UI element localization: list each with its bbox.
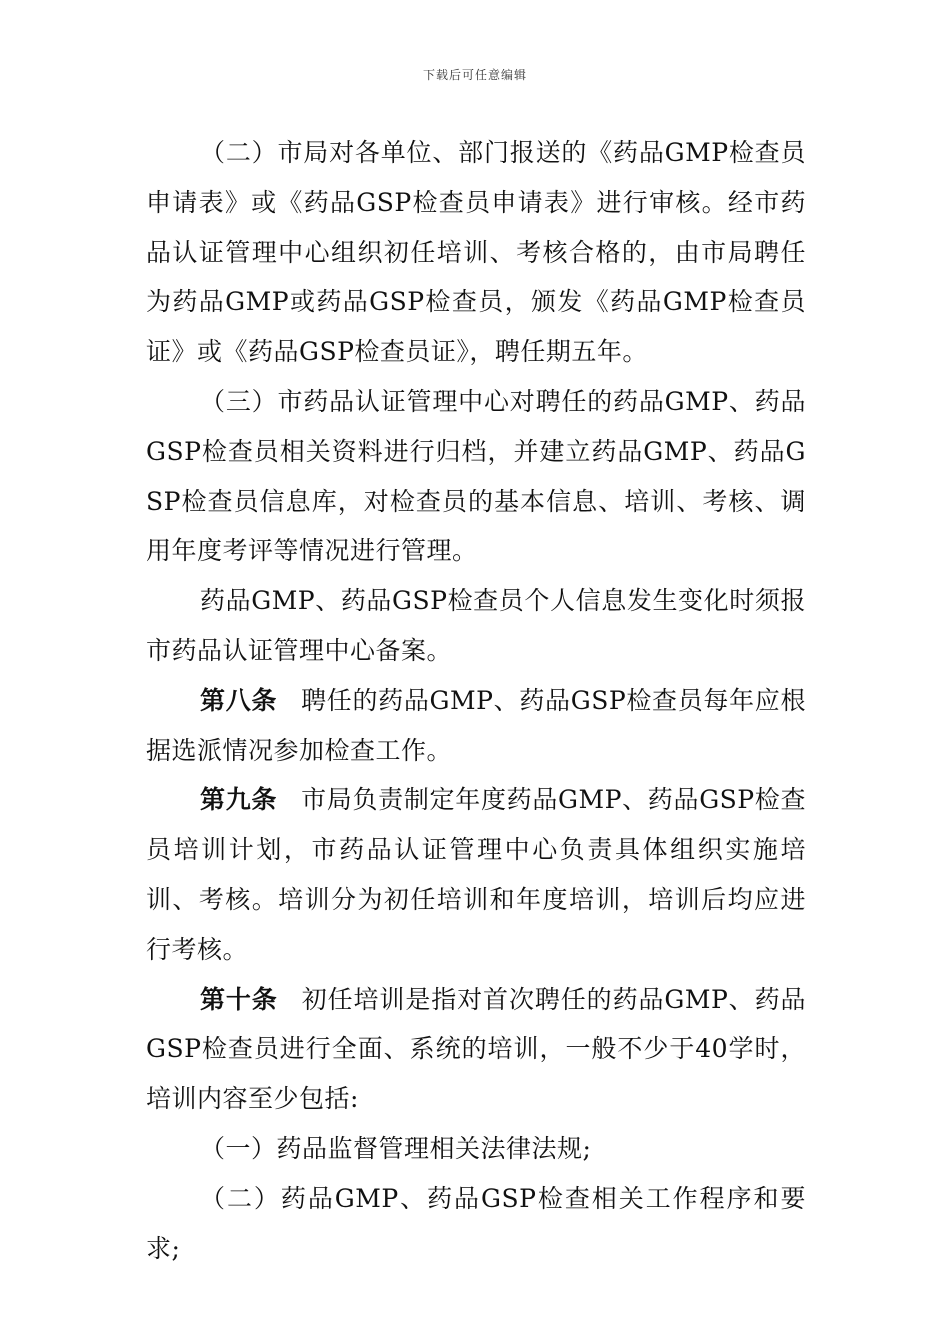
article-number: 第八条 [200, 685, 278, 715]
list-item-procedures [146, 1174, 806, 1274]
article-9 [146, 775, 806, 974]
paragraph-text: （二）市局对各单位、部门报送的《药品GMP检查员申请表》或《药品GSP检查员申请表》进行审核。经市药品认证管理中心组织初任培训、考核合格的，由市局聘任为药品GMP或药品GSP检查员，颁发《药品GMP检查员证》或《药品GSP检查员证》，聘任期五年。 [146, 138, 806, 367]
article-number: 第十条 [200, 984, 278, 1014]
list-item-text: （一）药品监督管理相关法律法规; [200, 1133, 592, 1163]
article-8 [146, 676, 806, 776]
paragraph-review-application [146, 128, 806, 377]
paragraph-text: （三）市药品认证管理中心对聘任的药品GMP、药品GSP检查员相关资料进行归档，并建立药品GMP、药品GSP检查员信息库，对检查员的基本信息、培训、考核、调用年度考评等情况进行管理。 [146, 386, 806, 566]
paragraph-info-change [146, 576, 806, 676]
page-header: 下载后可任意编辑 [422, 68, 527, 82]
paragraph-archive-records [146, 377, 806, 576]
list-item-laws [146, 1124, 806, 1174]
document-body [146, 128, 806, 1273]
article-number: 第九条 [200, 785, 278, 815]
article-text: 聘任的药品GMP、药品GSP检查员每年应根据选派情况参加检查工作。 [146, 685, 806, 765]
article-text: 初任培训是指对首次聘任的药品GMP、药品GSP检查员进行全面、系统的培训，一般不少于40学时，培训内容至少包括: [146, 984, 806, 1114]
paragraph-text: 药品GMP、药品GSP检查员个人信息发生变化时须报市药品认证管理中心备案。 [146, 586, 806, 665]
list-item-text: （二）药品GMP、药品GSP检查相关工作程序和要求; [146, 1183, 806, 1263]
article-text: 市局负责制定年度药品GMP、药品GSP检查员培训计划，市药品认证管理中心负责具体组织实施培训、考核。培训分为初任培训和年度培训，培训后均应进行考核。 [146, 785, 806, 964]
article-10 [146, 975, 806, 1124]
